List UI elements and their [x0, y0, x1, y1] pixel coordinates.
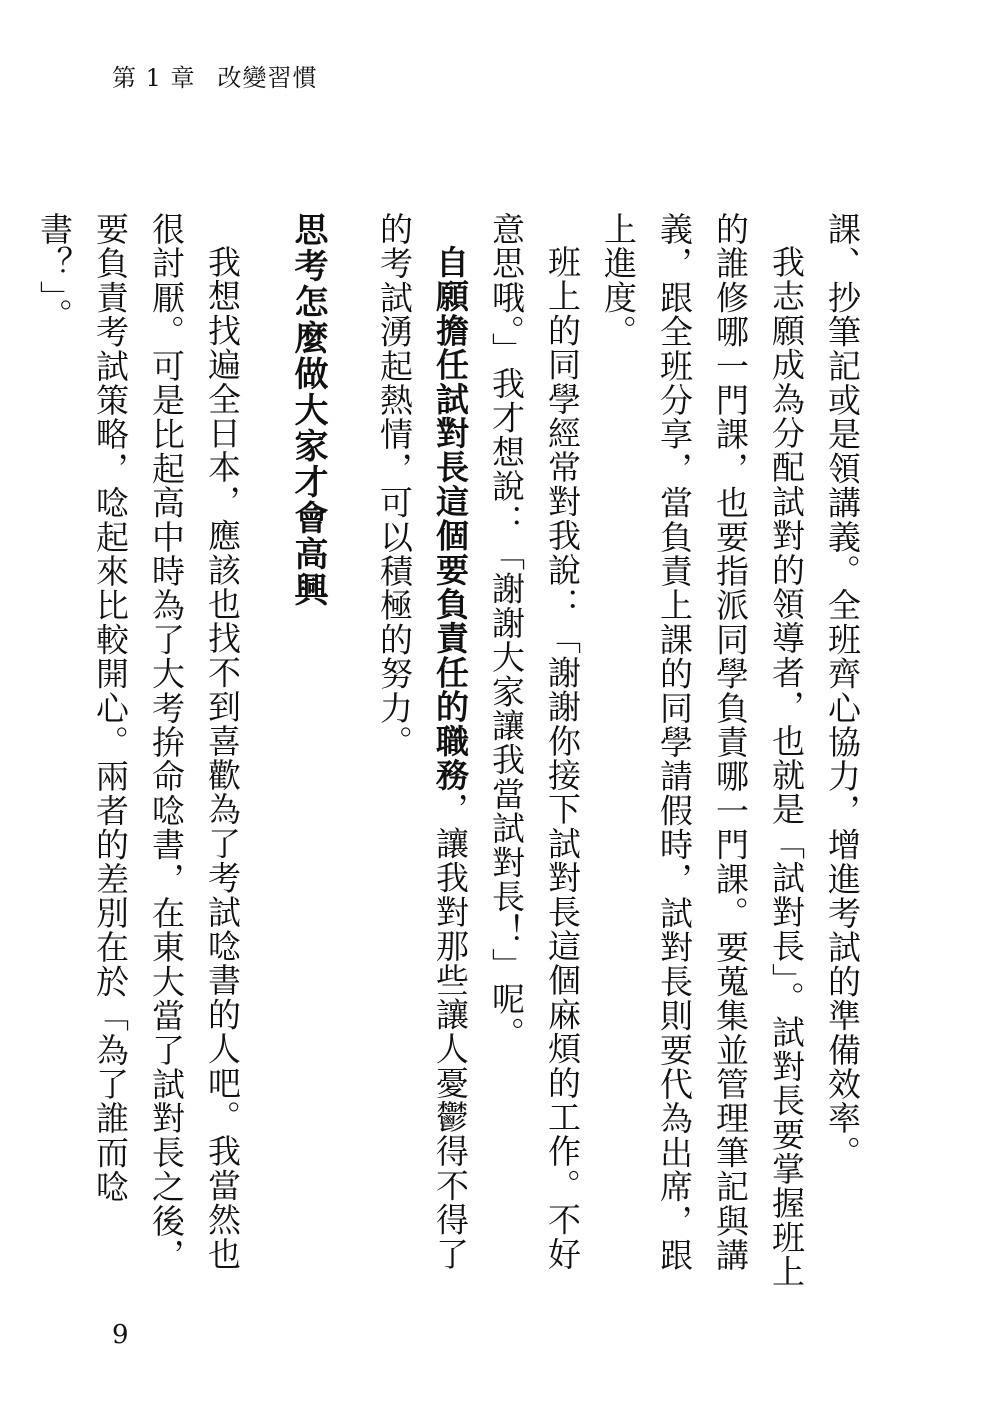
page-number: 9 [112, 1320, 129, 1350]
chapter-number: 第 1 章 [112, 64, 196, 92]
emphasis-text: 自願擔任試對長這個要負責任的職務 [431, 245, 470, 793]
section-heading: 思考怎麼做大家才會高興 [288, 212, 328, 608]
running-header [112, 66, 318, 90]
paragraph-study-for-whom: 我想找遍全日本，應該也找不到喜歡為了考試唸書的人吧。我當然也很討厭。可是比起高中時為了大考拚命唸書，在東大當了試對長之後，要負責考試策略，唸起來比較開心。兩者的差別在於「為了誰而唸書？」。 [35, 212, 242, 1273]
chapter-title: 改變習慣 [217, 64, 318, 92]
paragraph-volunteer [366, 212, 478, 1292]
paragraph-volunteer-rest: ，讓我對那些讓人憂鬱得不得了的考試湧起熱情，可以積極的努力。 [375, 212, 470, 1272]
paragraph-continued: 課、抄筆記或是領講義。全班齊心協力，增進考試的準備效率。 [823, 212, 862, 1170]
paragraph-thanks: 班上的同學經常對我說：「謝謝你接下試對長這個麻煩的工作。不好意思哦。」我才想說：「謝謝大家讓我當試對長！」呢。 [487, 212, 582, 1271]
paragraph-class-leader: 我志願成為分配試對的領導者，也就是「試對長」。試對長要掌握班上的誰修哪一門課，也要指派同學負責哪一門課。要蒐集並管理筆記與講義，跟全班分享，當負責上課的同學請假時，試對長則要代為出席，跟上進度。 [599, 212, 806, 1289]
vertical-body-text [35, 212, 870, 1292]
